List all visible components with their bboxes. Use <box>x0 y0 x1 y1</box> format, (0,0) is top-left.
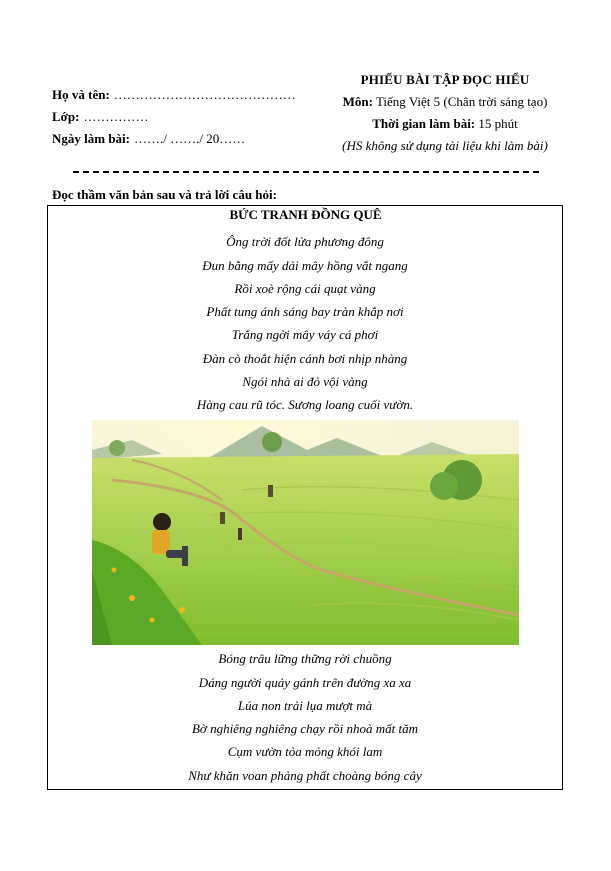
poem-line: Ngói nhà ai đỏ vội vàng <box>242 374 368 389</box>
poem-title: BỨC TRANH ĐỒNG QUÊ <box>229 207 382 222</box>
poem-line: Trắng ngời mây váy cá phơi <box>231 327 379 342</box>
poem-line: Đàn cò thoắt hiện cánh bơi nhịp nhàng <box>202 351 408 366</box>
poem-line: Đun bằng mấy dải mây hồng vắt ngang <box>202 258 408 273</box>
time-row <box>310 116 580 132</box>
class-field[interactable]: …………… <box>83 109 149 124</box>
poem-line: Cụm vườn tỏa mỏng khói lam <box>227 744 383 759</box>
time-label: Thời gian làm bài: <box>372 116 476 131</box>
poem-line: Hàng cau rũ tóc. Sương loang cuối vườn. <box>196 397 414 412</box>
name-row <box>52 86 296 104</box>
name-field[interactable]: …………………………………… <box>113 87 296 102</box>
poem-line: Dáng người quảy gánh trên đường xa xa <box>198 675 412 690</box>
instruction: Đọc thầm văn bản sau và trả lời câu hỏi: <box>52 187 277 202</box>
date-label: Ngày làm bài: <box>52 131 130 146</box>
date-row <box>52 130 245 148</box>
name-label: Họ và tên: <box>52 87 110 102</box>
poem-line: Ông trời đốt lửa phương đông <box>226 234 384 249</box>
sheet-note: (HS không sử dụng tài liệu khi làm bài) <box>342 138 548 153</box>
poem-line: Bóng trâu lững thững rời chuồng <box>218 651 392 666</box>
poem-line: Như khăn voan phảng phất choàng bóng cây <box>188 768 422 783</box>
poem-line: Rồi xoè rộng cái quạt vàng <box>234 281 376 296</box>
subject-label: Môn: <box>342 94 373 109</box>
class-label: Lớp: <box>52 109 80 124</box>
poem-line: Phất tung ánh sáng bay tràn khắp nơi <box>206 304 404 319</box>
sheet-title: PHIẾU BÀI TẬP ĐỌC HIỂU <box>360 72 530 87</box>
subject-value: Tiếng Việt 5 (Chân trời sáng tạo) <box>375 94 548 109</box>
subject-row <box>310 94 580 110</box>
poem-line: Bờ nghiêng nghiêng chạy rồi nhoà mất tăm <box>191 721 419 736</box>
class-row <box>52 108 148 126</box>
countryside-illustration <box>92 420 519 645</box>
time-value: 15 phút <box>478 116 518 131</box>
sheet-header <box>310 72 580 154</box>
date-field[interactable]: ……./ ……./ 20…… <box>134 131 246 146</box>
dashed-divider <box>73 171 539 173</box>
poem-line: Lúa non trải lụa mượt mà <box>237 698 373 713</box>
